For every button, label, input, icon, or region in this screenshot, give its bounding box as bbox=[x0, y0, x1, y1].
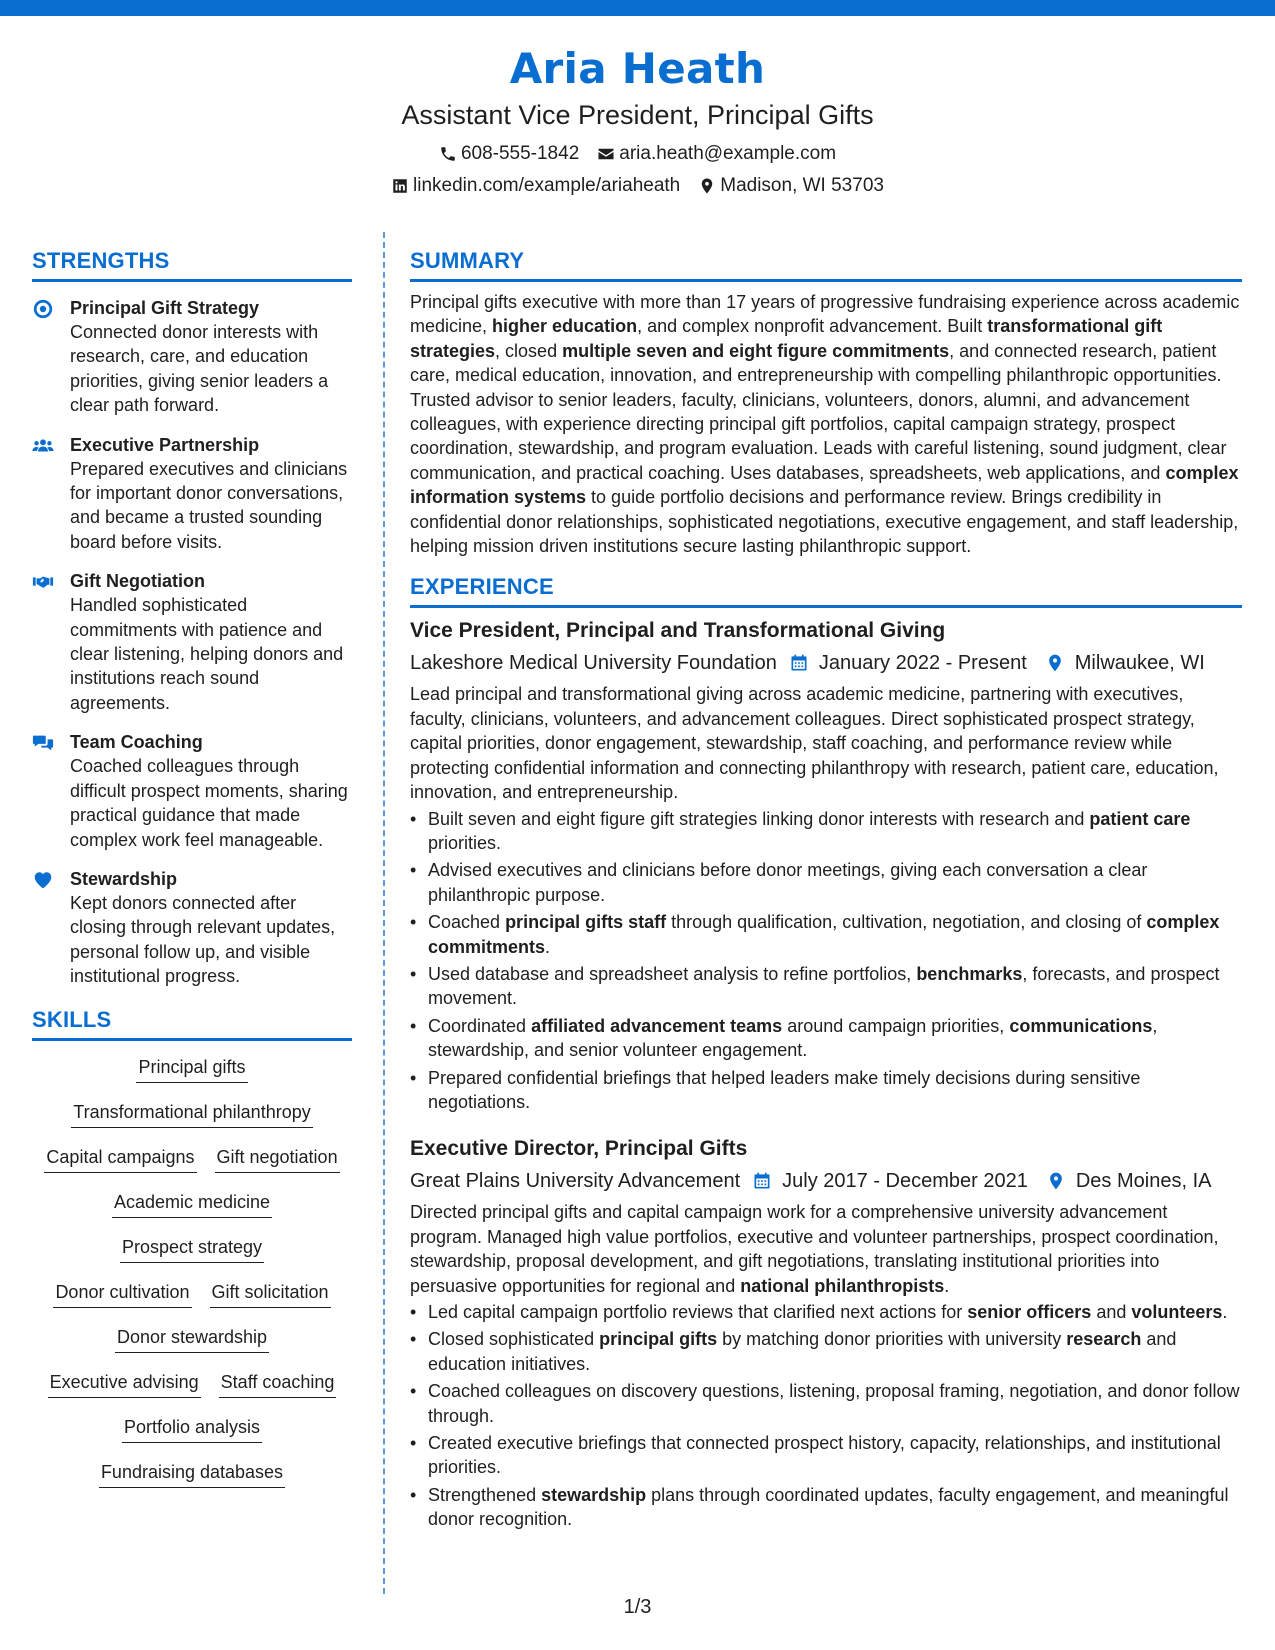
resume-header bbox=[0, 40, 1275, 198]
emphasis-text: stewardship bbox=[541, 1484, 647, 1505]
skill-tag: Prospect strategy bbox=[120, 1235, 264, 1263]
top-accent-bar bbox=[0, 0, 1275, 16]
location-text: Madison, WI 53703 bbox=[720, 175, 884, 196]
job-dates-text: July 2017 - December 2021 bbox=[782, 1170, 1028, 1193]
job-bullet: • Used database and spreadsheet analysis to refine portfolios, benchmarks, forecasts, and prospect movement. bbox=[410, 962, 1242, 1011]
strength-text: Kept donors connected after closing through relevant updates, personal follow up, and visible institutional progress. bbox=[70, 892, 336, 987]
job-meta bbox=[410, 648, 1242, 678]
emphasis-text: higher education bbox=[492, 316, 638, 337]
job-entry bbox=[410, 1134, 1242, 1531]
job-bullet: • Created executive briefings that connected prospect history, capacity, relationships, and institutional priorities. bbox=[410, 1431, 1242, 1480]
job-bullet: • Coached principal gifts staff through qualification, cultivation, negotiation, and closing of complex commitments. bbox=[410, 910, 1242, 959]
strength-item bbox=[32, 296, 352, 418]
emphasis-text: national philanthropists bbox=[740, 1275, 945, 1296]
job-organization: Great Plains University Advancement bbox=[410, 1170, 741, 1193]
strength-text: Prepared executives and clinicians for important donor conversations, and became a trusted sounding board before visits. bbox=[70, 458, 348, 552]
calendar-icon bbox=[789, 653, 809, 673]
job-location-text: Milwaukee, WI bbox=[1074, 652, 1205, 675]
emphasis-text: benchmarks bbox=[916, 963, 1023, 984]
candidate-name: Aria Heath bbox=[509, 44, 766, 93]
skill-tag: Gift solicitation bbox=[210, 1280, 331, 1308]
skills-heading: SKILLS bbox=[32, 1005, 352, 1041]
heart-icon bbox=[32, 869, 54, 891]
people-icon bbox=[32, 435, 54, 457]
strength-heading: Principal Gift Strategy bbox=[70, 298, 260, 318]
right-column bbox=[410, 246, 1242, 1535]
job-meta bbox=[410, 1166, 1242, 1196]
strength-text: Connected donor interests with research, care, and education priorities, giving senior leaders a clear path forward. bbox=[70, 322, 329, 416]
emphasis-text: senior officers bbox=[967, 1302, 1092, 1322]
job-bullet: • Strengthened stewardship plans through coordinated updates, faculty engagement, and meaningful donor recognition. bbox=[410, 1483, 1242, 1532]
skill-tag: Principal gifts bbox=[136, 1055, 247, 1083]
email-text: aria.heath@example.com bbox=[619, 143, 837, 164]
skills-list bbox=[32, 1055, 352, 1505]
job-bullet: • Coordinated affiliated advancement teams around campaign priorities, communications, stewardship, and senior volunteer engagement. bbox=[410, 1014, 1242, 1063]
job-location-text: Des Moines, IA bbox=[1075, 1170, 1212, 1193]
summary-heading: SUMMARY bbox=[410, 246, 1242, 282]
job-bullets bbox=[410, 1300, 1242, 1532]
phone-contact[interactable] bbox=[439, 142, 579, 166]
linkedin-icon bbox=[391, 177, 409, 195]
linkedin-text: linkedin.com/example/ariaheath bbox=[413, 175, 681, 196]
skill-tag: Transformational philanthropy bbox=[71, 1100, 312, 1128]
location-contact bbox=[698, 174, 884, 198]
strength-heading: Executive Partnership bbox=[70, 434, 260, 455]
strength-heading: Gift Negotiation bbox=[70, 571, 205, 592]
emphasis-text: complex information systems bbox=[410, 462, 1239, 508]
skill-tag: Donor stewardship bbox=[115, 1325, 269, 1353]
linkedin-contact[interactable] bbox=[391, 174, 680, 198]
strength-heading: Stewardship bbox=[70, 868, 178, 889]
job-role: Executive Director, Principal Gifts bbox=[410, 1137, 748, 1161]
phone-icon bbox=[439, 145, 457, 163]
job-location bbox=[1045, 648, 1205, 678]
job-dates bbox=[752, 1166, 1028, 1196]
emphasis-text: multiple seven and eight figure commitments bbox=[562, 340, 950, 361]
skill-tag: Capital campaigns bbox=[44, 1145, 196, 1173]
skill-tag: Donor cultivation bbox=[53, 1280, 191, 1308]
job-bullet: • Closed sophisticated principal gifts by matching donor priorities with university research and education initiatives. bbox=[410, 1327, 1242, 1376]
candidate-title: Assistant Vice President, Principal Gifts bbox=[401, 100, 874, 130]
job-bullets bbox=[410, 807, 1242, 1115]
map-pin-icon bbox=[698, 177, 716, 195]
map-pin-icon bbox=[1045, 653, 1065, 673]
calendar-icon bbox=[752, 1171, 772, 1191]
job-dates bbox=[789, 648, 1027, 678]
job-bullet: • Coached colleagues on discovery questions, listening, proposal framing, negotiation, and donor follow through. bbox=[410, 1379, 1242, 1428]
emphasis-text: complex commitments bbox=[428, 912, 1220, 957]
emphasis-text: transformational gift strategies bbox=[410, 316, 1163, 361]
skill-tag: Staff coaching bbox=[219, 1370, 337, 1398]
page-number: 1/3 bbox=[623, 1596, 652, 1618]
contact-row-2 bbox=[0, 174, 1275, 198]
emphasis-text: communications bbox=[1009, 1015, 1153, 1036]
job-bullet: • Prepared confidential briefings that helped leaders make timely decisions during sensitive negotiations. bbox=[410, 1066, 1242, 1115]
emphasis-text: principal gifts staff bbox=[505, 912, 667, 933]
strengths-heading: STRENGTHS bbox=[32, 246, 352, 282]
strengths-list bbox=[32, 296, 352, 989]
job-bullet: • Built seven and eight figure gift strategies linking donor interests with research and patient care priorities. bbox=[410, 807, 1242, 856]
strength-text: Handled sophisticated commitments with patience and clear listening, helping donors and institutions reach sound agreements. bbox=[70, 595, 344, 713]
target-icon bbox=[32, 298, 54, 320]
strength-item bbox=[32, 867, 352, 989]
experience-heading: EXPERIENCE bbox=[410, 572, 1242, 608]
contact-row-1 bbox=[0, 142, 1275, 166]
strength-text: Coached colleagues through difficult prospect moments, sharing practical guidance that made complex work feel manageable. bbox=[70, 756, 348, 850]
emphasis-text: principal gifts bbox=[599, 1329, 718, 1350]
column-divider bbox=[383, 232, 385, 1594]
skill-tag: Fundraising databases bbox=[99, 1460, 285, 1488]
job-entry bbox=[410, 616, 1242, 1114]
envelope-icon bbox=[597, 145, 615, 163]
phone-text: 608-555-1842 bbox=[460, 143, 580, 164]
skill-tag: Executive advising bbox=[48, 1370, 201, 1398]
handshake-icon bbox=[32, 571, 54, 593]
job-organization: Lakeshore Medical University Foundation bbox=[410, 652, 777, 675]
emphasis-text: research bbox=[1066, 1329, 1142, 1350]
strength-item bbox=[32, 433, 352, 555]
strength-heading: Team Coaching bbox=[70, 732, 203, 753]
job-description: Directed principal gifts and capital campaign work for a comprehensive university advancement program. Managed high value portfolios, executive and volunteer partnerships, prospect coordination, stewardship, proposal development, and gift negotiations, translating institutional priorities into persuasive opportunities for regional and national philanthropists. bbox=[410, 1202, 1219, 1296]
job-role: Vice President, Principal and Transformational Giving bbox=[410, 619, 946, 643]
skill-tag: Gift negotiation bbox=[215, 1145, 340, 1173]
strength-item bbox=[32, 730, 352, 852]
job-description: Lead principal and transformational giving across academic medicine, partnering with executives, faculty, clinicians, volunteers, and advancement colleagues. Direct sophisticated prospect strategy, capital priorities, donor engagement, stewardship, staff coaching, and performance review while protecting confidential information and connecting philanthropy with research, patient care, education, innovation, and entrepreneurship. bbox=[410, 684, 1219, 803]
emphasis-text: volunteers bbox=[1131, 1302, 1223, 1322]
job-bullet: • Led capital campaign portfolio reviews that clarified next actions for senior officers and volunteers. bbox=[410, 1300, 1242, 1324]
emphasis-text: affiliated advancement teams bbox=[531, 1015, 783, 1036]
email-contact[interactable] bbox=[597, 142, 836, 166]
map-pin-icon bbox=[1046, 1171, 1066, 1191]
left-column bbox=[32, 246, 352, 1505]
job-location bbox=[1046, 1166, 1212, 1196]
strength-item bbox=[32, 569, 352, 715]
skill-tag: Academic medicine bbox=[112, 1190, 272, 1218]
emphasis-text: patient care bbox=[1089, 808, 1191, 829]
summary-text: Principal gifts executive with more than 17 years of progressive fundraising experience across academic medicine, higher education, and complex nonprofit advancement. Built transformational gift strategies, closed multiple seven and eight figure commitments, and connected research, patient care, medical education, innovation, and entrepreneurship with compelling philanthropic opportunities. Trusted advisor to senior leaders, faculty, clinicians, volunteers, donors, alumni, and advancement colleagues, with experience directing principal gift portfolios, capital campaign strategy, prospect coordination, stewardship, and program evaluation. Leads with careful listening, sound judgment, clear communication, and practical coaching. Uses databases, spreadsheets, web applications, and complex information systems to guide portfolio decisions and performance review. Brings credibility in confidential donor relationships, sophisticated negotiations, executive engagement, and staff leadership, helping mission driven institutions secure lasting philanthropic support. bbox=[410, 292, 1240, 557]
job-dates-text: January 2022 - Present bbox=[818, 652, 1027, 675]
job-bullet: • Advised executives and clinicians before donor meetings, giving each conversation a clear philanthropic purpose. bbox=[410, 858, 1242, 907]
skill-tag: Portfolio analysis bbox=[122, 1415, 262, 1443]
chat-bubbles-icon bbox=[32, 732, 54, 754]
